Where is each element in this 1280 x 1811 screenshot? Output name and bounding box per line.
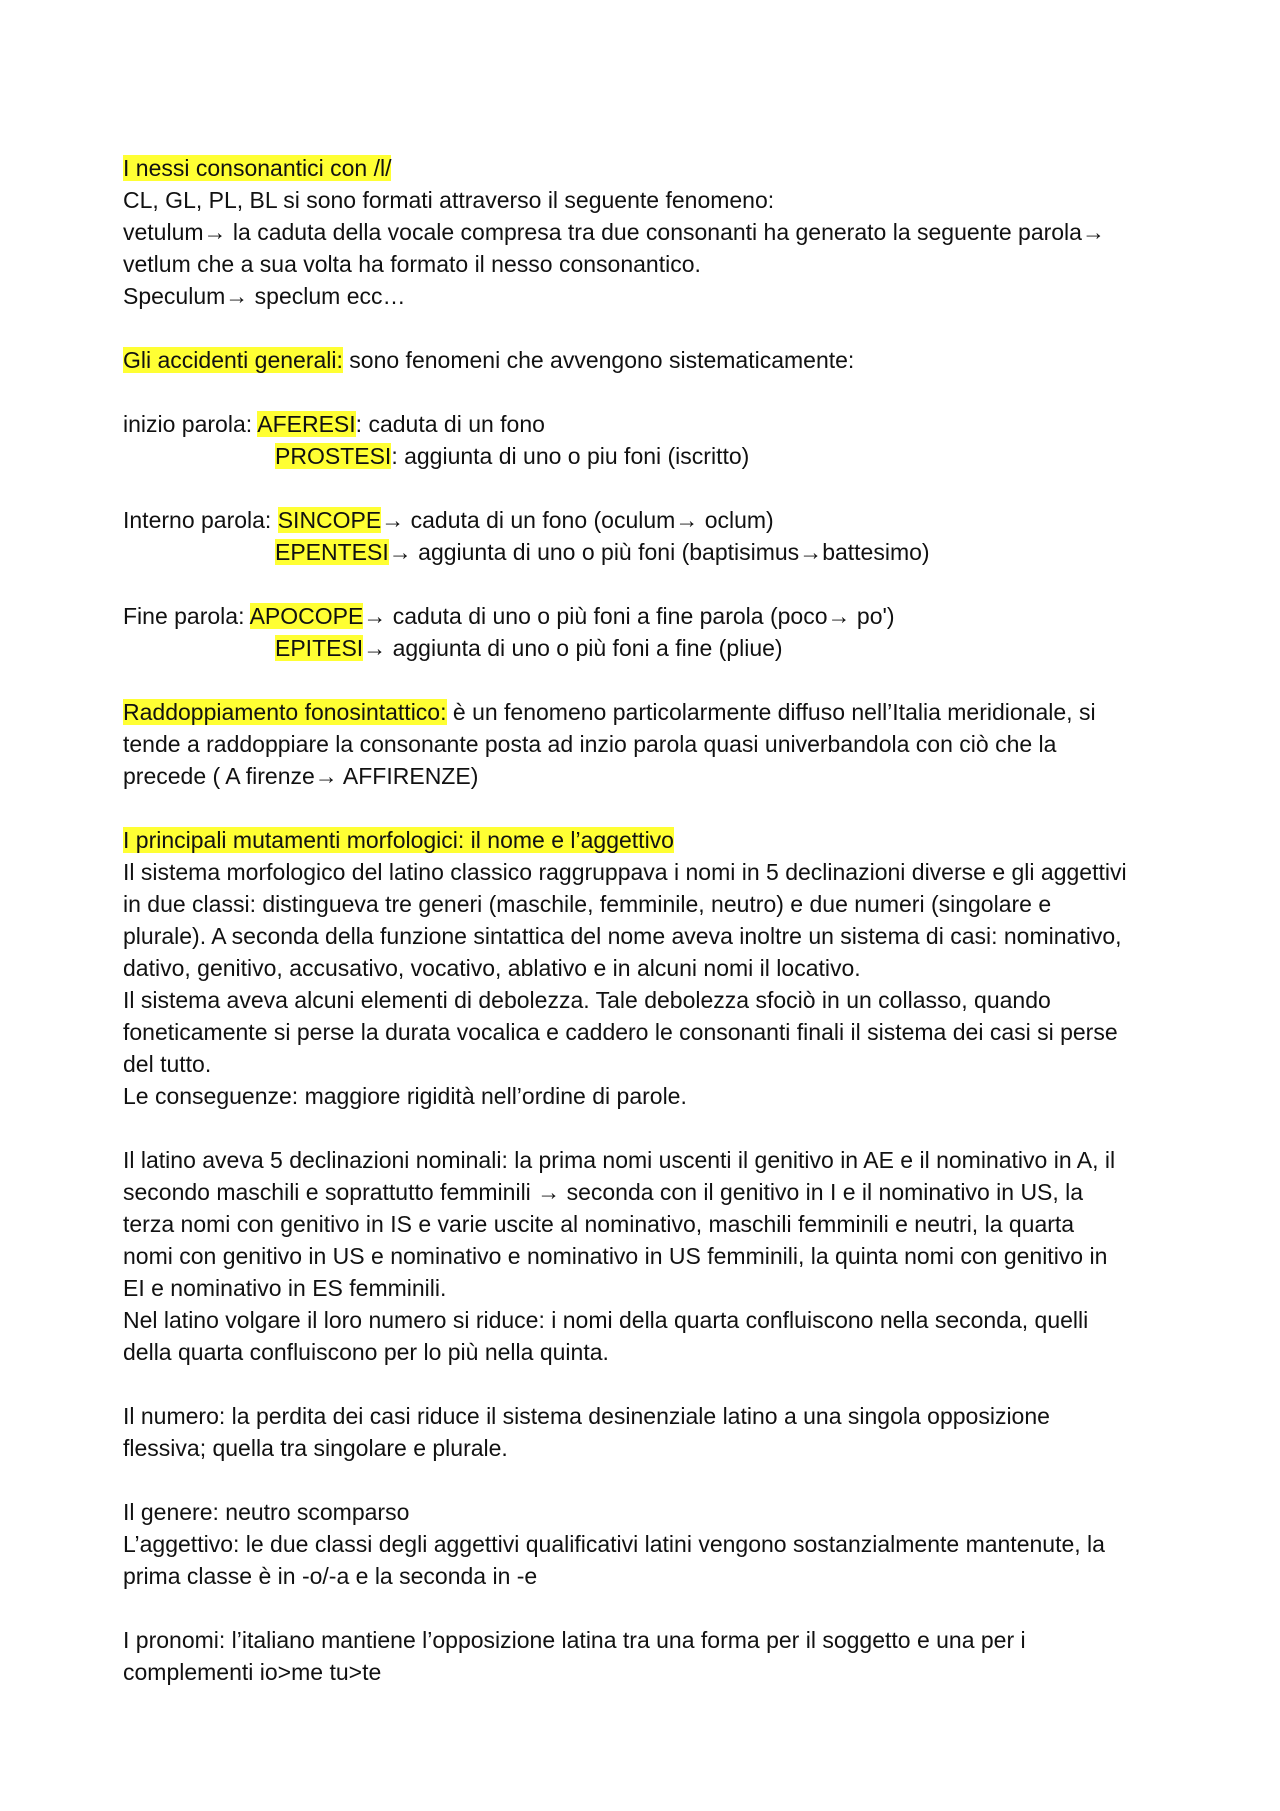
text-line: Raddoppiamento fonosintattico: è un fenomeno particolarmente diffuso nell’Italia meridionale, si (123, 699, 1096, 725)
highlight-title: Gli accidenti generali: (123, 347, 343, 373)
highlight-title: Raddoppiamento fonosintattico: (123, 699, 447, 725)
heading-nessi (123, 152, 1180, 184)
heading-accidenti: Gli accidenti generali: sono fenomeni che avvengono sistematicamente: (123, 347, 855, 373)
arrow-icon: → (363, 635, 387, 661)
highlight-title: I nessi consonantici con /l/ (123, 155, 392, 181)
arrow-icon: → (675, 507, 699, 533)
arrow-icon: → (381, 507, 405, 533)
text-line: del tutto. (123, 1051, 212, 1077)
text-line: Speculum→ speclum ecc… (123, 283, 406, 309)
term-epitesi: EPITESI (275, 635, 364, 661)
arrow-icon: → (363, 603, 387, 629)
text-line: prima classe è in -o/-a e la seconda in -e (123, 1563, 538, 1589)
text-line: vetlum che a sua volta ha formato il nesso consonantico. (123, 251, 701, 277)
text-line: Nel latino volgare il loro numero si riduce: i nomi della quarta confluiscono nella seconda, quelli (123, 1307, 1089, 1333)
text-line: secondo maschili e soprattutto femminili → seconda con il genitivo in I e il nominativo in US, la (123, 1179, 1084, 1205)
text-line: della quarta confluiscono per lo più nella quinta. (123, 1339, 609, 1365)
text-line: precede ( A firenze→ AFFIRENZE) (123, 763, 479, 789)
arrow-icon: → (203, 219, 227, 245)
text-line: Il sistema morfologico del latino classico raggruppava i nomi in 5 declinazioni diverse e gli aggettivi (123, 859, 1127, 885)
arrow-icon: → (537, 1179, 561, 1205)
text-line: inizio parola: AFERESI: caduta di un fono (123, 411, 545, 437)
text-line: terza nomi con genitivo in IS e varie uscite al nominativo, maschili femminili e neutri, la quarta (123, 1211, 1075, 1237)
text-line: Il genere: neutro scomparso (123, 1499, 410, 1525)
text-line: nomi con genitivo in US e nominativo e nominativo in US femminili, la quinta nomi con genitivo in (123, 1243, 1108, 1269)
text-line: Il sistema aveva alcuni elementi di debolezza. Tale debolezza sfociò in un collasso, quando (123, 987, 1051, 1013)
text-line: PROSTESI: aggiunta di uno o piu foni (iscritto) (275, 443, 750, 469)
text-line: Il latino aveva 5 declinazioni nominali: la prima nomi uscenti il genitivo in AE e il nominativo in A, il (123, 1147, 1116, 1173)
text-line: I pronomi: l’italiano mantiene l’opposizione latina tra una forma per il soggetto e una per i (123, 1627, 1026, 1653)
text-line: Il numero: la perdita dei casi riduce il sistema desinenziale latino a una singola opposizione (123, 1403, 1050, 1429)
highlight-title: I principali mutamenti morfologici: il nome e l’aggettivo (123, 827, 674, 853)
text-line: CL, GL, PL, BL si sono formati attraverso il seguente fenomeno: (123, 187, 775, 213)
text-line: EI e nominativo in ES femminili. (123, 1275, 447, 1301)
term-aferesi: AFERESI (257, 411, 356, 437)
text-line: L’aggettivo: le due classi degli aggettivi qualificativi latini vengono sostanzialmente mantenute, la (123, 1531, 1105, 1557)
term-apocope: APOCOPE (249, 603, 364, 629)
term-sincope: SINCOPE (277, 507, 382, 533)
arrow-icon: → (225, 283, 249, 309)
arrow-icon: → (799, 539, 823, 565)
arrow-icon: → (388, 539, 412, 565)
text-line: vetulum→ la caduta della vocale compresa tra due consonanti ha generato la seguente parola→ (123, 219, 1105, 245)
text-line: in due classi: distingueva tre generi (maschile, femminile, neutro) e due numeri (singolare e (123, 891, 1052, 917)
text-line: EPENTESI→ aggiunta di uno o più foni (baptisimus→battesimo) (275, 539, 930, 565)
text-line: Interno parola: SINCOPE→ caduta di un fono (oculum→ oclum) (123, 507, 774, 533)
text-line: EPITESI→ aggiunta di uno o più foni a fine (pliue) (275, 635, 783, 661)
term-prostesi: PROSTESI (275, 443, 392, 469)
text-line: dativo, genitivo, accusativo, vocativo, ablativo e in alcuni nomi il locativo. (123, 955, 861, 981)
text-line: complementi io>me tu>te (123, 1659, 382, 1685)
arrow-icon: → (1081, 219, 1105, 245)
text-line: tende a raddoppiare la consonante posta ad inzio parola quasi univerbandola con ciò che la (123, 731, 1057, 757)
heading-mutamenti (123, 824, 1180, 856)
text-line: Fine parola: APOCOPE→ caduta di uno o più foni a fine parola (poco→ po') (123, 603, 895, 629)
arrow-icon: → (827, 603, 851, 629)
text-line: Le conseguenze: maggiore rigidità nell’ordine di parole. (123, 1083, 687, 1109)
term-epentesi: EPENTESI (275, 539, 389, 565)
arrow-icon: → (314, 763, 338, 789)
text-line: flessiva; quella tra singolare e plurale. (123, 1435, 508, 1461)
text-line: plurale). A seconda della funzione sintattica del nome aveva inoltre un sistema di casi: nominativo, (123, 923, 1122, 949)
text-line: foneticamente si perse la durata vocalica e caddero le consonanti finali il sistema dei casi si perse (123, 1019, 1118, 1045)
